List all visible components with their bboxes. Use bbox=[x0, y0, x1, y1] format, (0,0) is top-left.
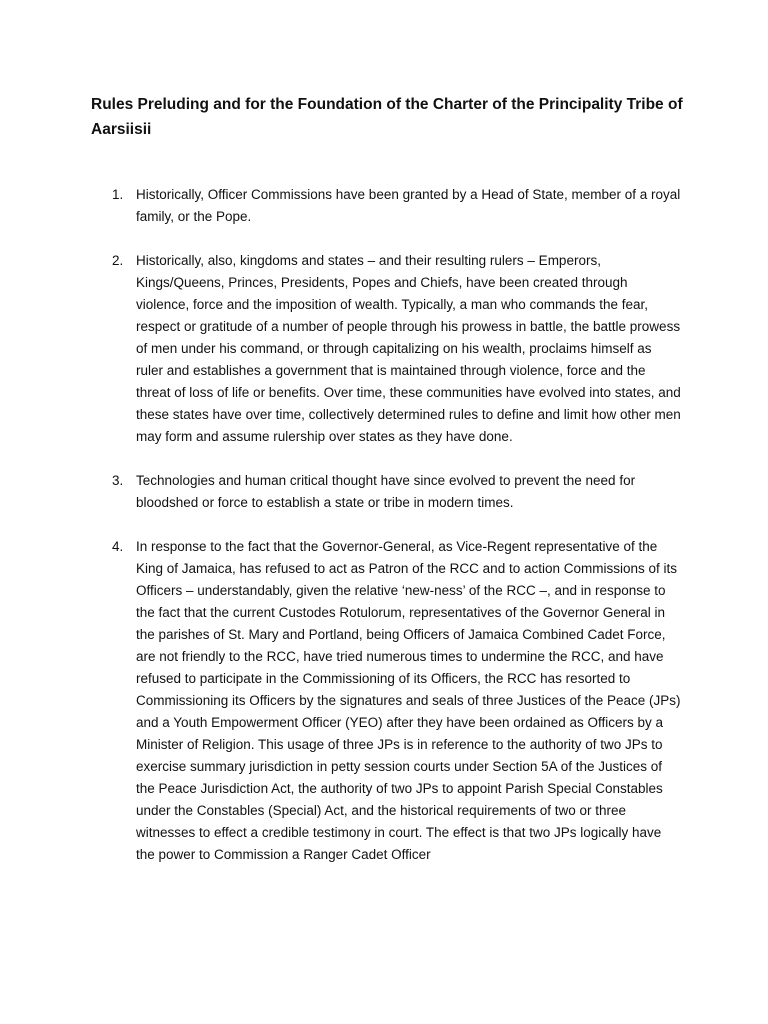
list-item-number: 2. bbox=[112, 253, 124, 268]
list-item-text: In response to the fact that the Governor-General, as Vice-Regent representative of the King of Jamaica, has refused to act as Patron of the RCC and to action Commissions of its Officers – understandably, given the relative ‘new-ness’ of the RCC –, and in response to the fact that the current Custodes Rotulorum, representatives of the Governor General in the parishes of St. Mary and Portland, being Officers of Jamaica Combined Cadet Force, are not friendly to the RCC, have tried numerous times to undermine the RCC, and have refused to participate in the Commissioning of its Officers, the RCC has resorted to Commissioning its Officers by the signatures and seals of three Justices of the Peace (JPs) and a Youth Empowerment Officer (YEO) after they have been ordained as Officers by a Minister of Religion. This usage of three JPs is in reference to the authority of two JPs to exercise summary jurisdiction in petty session courts under Section 5A of the Justices of the Peace Jurisdiction Act, the authority of two JPs to appoint Parish Special Constables under the Constables (Special) Act, and the historical requirements of two or three witnesses to effect a credible testimony in court. The effect is that two JPs logically have the power to Commission a Ranger Cadet Officer bbox=[136, 539, 681, 862]
numbered-list bbox=[0, 184, 768, 888]
list-item bbox=[0, 536, 768, 866]
list-item-number: 3. bbox=[112, 473, 124, 488]
document-title: Rules Preluding and for the Foundation of the Charter of the Principality Tribe of Aarsiisii bbox=[91, 96, 683, 138]
list-item bbox=[0, 250, 768, 448]
list-item-text: Historically, Officer Commissions have been granted by a Head of State, member of a royal family, or the Pope. bbox=[136, 187, 681, 224]
list-item-number: 4. bbox=[112, 539, 124, 554]
list-item bbox=[0, 184, 768, 228]
list-item bbox=[0, 470, 768, 514]
list-item-number: 1. bbox=[112, 187, 124, 202]
list-item-text: Technologies and human critical thought have since evolved to prevent the need for bloodshed or force to establish a state or tribe in modern times. bbox=[136, 473, 636, 510]
list-item-text: Historically, also, kingdoms and states – and their resulting rulers – Emperors, Kings/Queens, Princes, Presidents, Popes and Chiefs, have been created through violence, force and the imposition of wealth. Typically, a man who commands the fear, respect or gratitude of a number of people through his prowess in battle, the battle prowess of men under his command, or through capitalizing on his wealth, proclaims himself as ruler and establishes a government that is maintained through violence, force and the threat of loss of life or benefits. Over time, these communities have evolved into states, and these states have over time, collectively determined rules to define and limit how other men may form and assume rulership over states as they have done. bbox=[136, 253, 681, 444]
